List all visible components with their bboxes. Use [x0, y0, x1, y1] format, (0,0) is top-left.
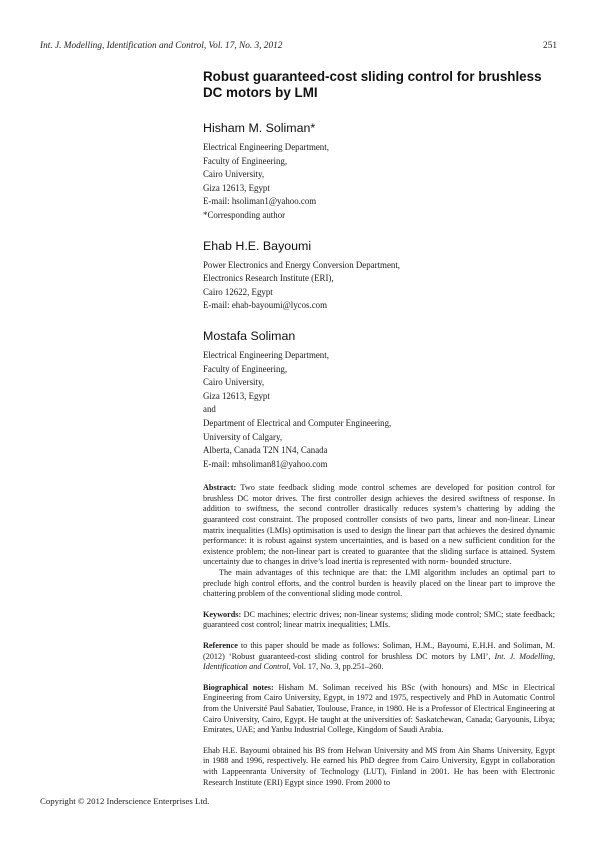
author-email[interactable]: E-mail: mhsoliman81@yahoo.com: [203, 458, 328, 469]
affiliation-line: Cairo 12622, Egypt: [203, 286, 273, 297]
affiliation-line: Electrical Engineering Department,: [203, 349, 329, 360]
bio-label: Biographical notes:: [203, 682, 274, 692]
abstract-label: Abstract:: [203, 483, 237, 493]
biographical-notes: [203, 683, 555, 736]
bio-text: Hisham M. Soliman received his BSc (with honours) and MSc in Electrical Engineering from Cairo University, Egypt, in 1972 and 1975, respectively and PhD in Automatic Control from the Université Paul Sabatier, Toulouse, France, in 1980. He is a Professor of Electrical Engineering at Cairo University, Cairo, Egypt. He taught at the universities of: Saskatchewan, Canada; Garyounis, Libya; Emirates, UAE; and Yanbu Industrial College, Kingdom of Saudi Arabia.: [203, 682, 555, 735]
reference-label: Reference: [203, 641, 238, 650]
article-front-matter: [203, 69, 555, 788]
abstract-text: Two state feedback sliding mode control schemes are developed for position control for brushless DC motor drives. The first controller design achieves the desired swiftness of response. In addition to swiftness, the second controller drastically reduces system’s chattering by adding the guaranteed cost constraint. The proposed controller consists of two parts, linear and non-linear. Linear matrix inequalities (LMIs) optimisation is used to design the linear part that achieves the desired dynamic performance: it is robust against system uncertainties, and is based on a new sufficient condition for the existence problem; the non-linear part is created to guarantee that the sliding surface is attained. System uncertainty due to changes in drive’s load inertia is represented with norm- bounded structure.: [203, 483, 556, 567]
page-number: 251: [543, 41, 557, 51]
author-block: [203, 239, 555, 313]
paper-title: Robust guaranteed-cost sliding control for brushless DC motors by LMI: [203, 69, 542, 100]
keywords-text: DC machines; electric drives; non-linear systems; sliding mode control; SMC; state feedback; guaranteed cost control; linear matrix inequalities; LMIs.: [203, 609, 555, 630]
affiliation-line: Cairo University,: [203, 377, 265, 388]
reference-note: [203, 641, 555, 673]
author-name: Hisham M. Soliman*: [203, 121, 316, 135]
journal-citation: Int. J. Modelling, Identification and Control, Vol. 17, No. 3, 2012: [40, 41, 283, 51]
affiliation-line: Electrical Engineering Department,: [203, 142, 329, 152]
author-email[interactable]: E-mail: hsoliman1@yahoo.com: [203, 196, 317, 207]
affiliation-line: Alberta, Canada T2N 1N4, Canada: [203, 445, 328, 456]
abstract-paragraph-2: The main advantages of this technique are that: the LMI algorithm includes an optimal part to preclude high control efforts, and the control burden is heavily placed on the linear part to improve the chattering problem of the conventional sliding mode control.: [203, 568, 555, 599]
affiliation-line: Faculty of Engineering,: [203, 155, 288, 166]
author-block: [203, 329, 555, 471]
reference-journal: Int. J. Modelling, Identification and Control: [203, 651, 556, 672]
affiliation-line: Electronics Research Institute (ERI),: [203, 273, 334, 284]
keywords: [203, 610, 555, 631]
affiliation-line: Power Electronics and Energy Conversion Department,: [203, 259, 401, 270]
affiliation-line: University of Calgary,: [203, 431, 283, 442]
affiliation-line: Giza 12613, Egypt: [203, 182, 270, 193]
abstract: [203, 483, 555, 600]
author-name: Ehab H.E. Bayoumi: [203, 238, 312, 253]
biographical-notes-2: Ehab H.E. Bayoumi obtained his BS from Helwan University and MS from Ain Shams University, Egypt in 1988 and 1996, respectively. He earned his PhD degree from Cairo University, Egypt in collaboration with Lappeenranta University of Technology (LUT), Finland in 2001. He has been with Electronic Research Institute (ERI) Egypt since 1990. From 2000 to: [203, 745, 555, 787]
affiliation-line: Cairo University,: [203, 169, 265, 180]
copyright-footer: Copyright © 2012 Inderscience Enterprises Ltd.: [40, 796, 210, 806]
affiliation-line: Faculty of Engineering,: [203, 363, 288, 374]
affiliation-line: and: [203, 404, 216, 415]
affiliation-line: Department of Electrical and Computer Engineering,: [203, 417, 392, 428]
author-block: [203, 121, 555, 223]
abstract-paragraph: [203, 483, 555, 568]
running-header: [40, 41, 557, 51]
corresponding-author-note: *Corresponding author: [203, 209, 286, 220]
author-email[interactable]: E-mail: ehab-bayoumi@lycos.com: [203, 300, 328, 311]
keywords-label: Keywords:: [203, 609, 242, 619]
reference-text: to this paper should be made as follows: Soliman, H.M., Bayoumi, E.H.H. and Soliman, M. (2012) ‘Robust guaranteed-cost sliding control for brushless DC motors by LMI’,: [203, 641, 556, 661]
author-name: Mostafa Soliman: [203, 328, 296, 343]
affiliation-line: Giza 12613, Egypt: [203, 390, 270, 401]
reference-pages: , Vol. 17, No. 3, pp.251–260.: [288, 662, 384, 672]
